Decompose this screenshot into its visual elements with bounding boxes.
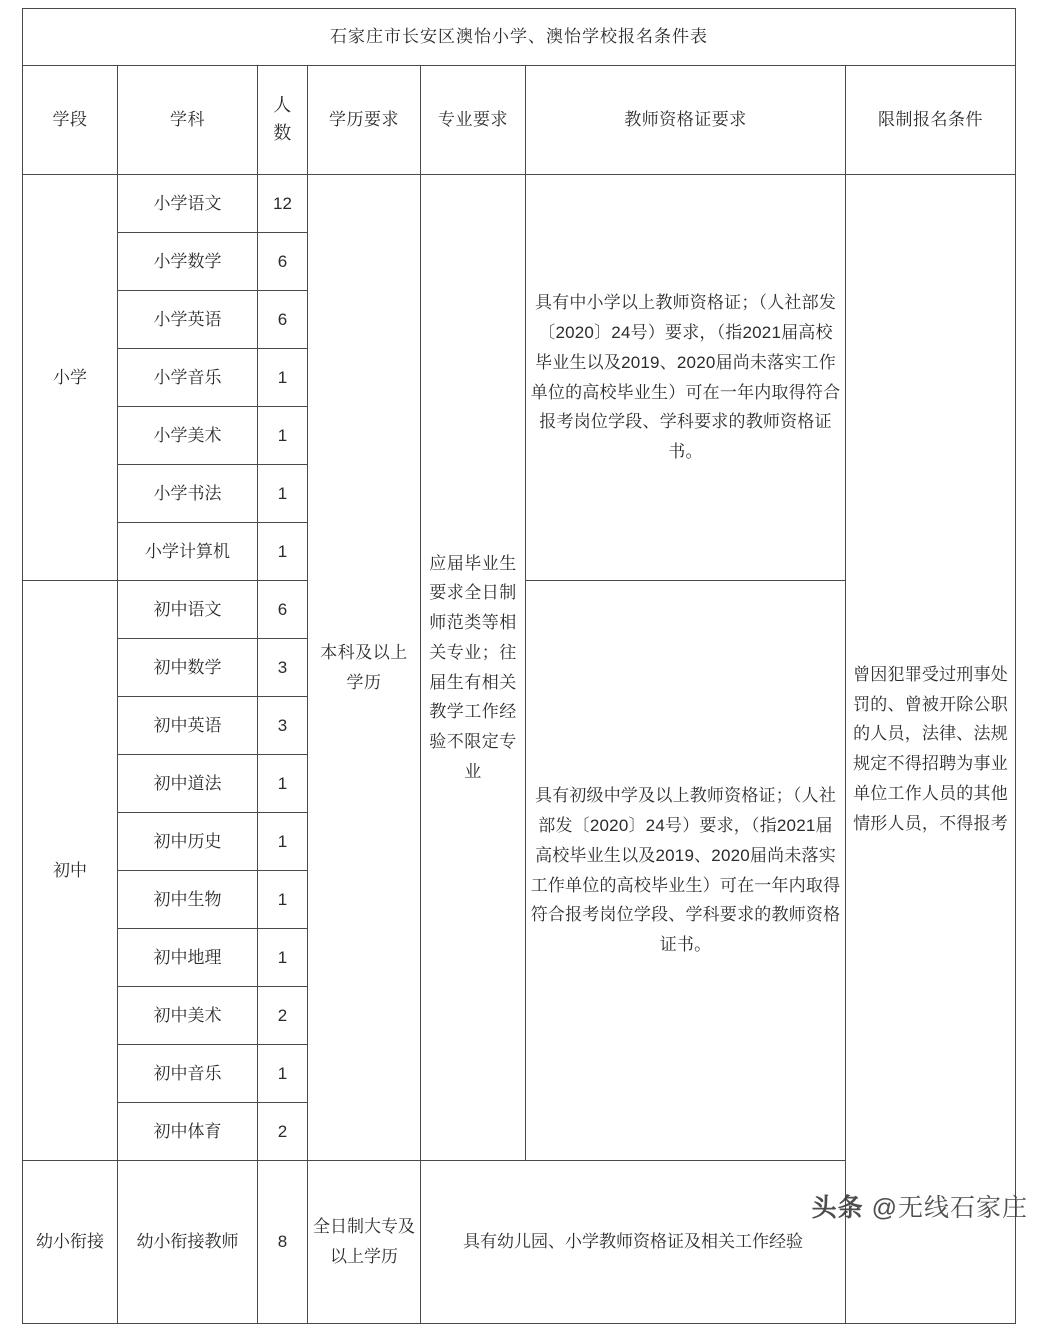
count-cell: 1 (258, 407, 308, 465)
count-cell: 1 (258, 871, 308, 929)
subject-cell: 初中体育 (118, 1103, 258, 1161)
stage-cell-primary: 小学 (23, 175, 118, 581)
page-title: 石家庄市长安区澳怡小学、澳怡学校报名条件表 (23, 9, 1016, 66)
column-header-count (258, 66, 308, 175)
subject-cell: 初中道法 (118, 755, 258, 813)
column-header-restriction: 限制报名条件 (846, 66, 1016, 175)
watermark-prefix: 头条 (811, 1194, 864, 1222)
subject-cell: 初中语文 (118, 581, 258, 639)
column-header-count-line2: 数 (273, 123, 292, 143)
certificate-cell-middle: 具有初级中学及以上教师资格证；（人社部发〔2020〕24号）要求，（指2021届高校毕业生以及2019、2020届尚未落实工作单位的高校毕业生）可在一年内取得符合报考岗位学段、学科要求的教师资格证书。 (526, 581, 846, 1161)
count-cell: 3 (258, 639, 308, 697)
subject-cell: 幼小衔接教师 (118, 1161, 258, 1324)
count-cell: 1 (258, 929, 308, 987)
column-header-education: 学历要求 (308, 66, 421, 175)
count-cell: 8 (258, 1161, 308, 1324)
count-cell: 6 (258, 233, 308, 291)
count-cell: 1 (258, 349, 308, 407)
subject-cell: 初中生物 (118, 871, 258, 929)
stage-cell-middle: 初中 (23, 581, 118, 1161)
count-cell: 3 (258, 697, 308, 755)
subject-cell: 小学语文 (118, 175, 258, 233)
registration-conditions-table (22, 8, 1016, 1324)
certificate-cell-bridge: 具有幼儿园、小学教师资格证及相关工作经验 (421, 1161, 846, 1324)
count-cell: 6 (258, 581, 308, 639)
subject-cell: 小学数学 (118, 233, 258, 291)
major-requirement-cell: 应届毕业生要求全日制师范类等相关专业；往届生有相关教学工作经验不限定专业 (421, 175, 526, 1161)
subject-cell: 小学音乐 (118, 349, 258, 407)
count-cell: 1 (258, 465, 308, 523)
stage-cell-bridge: 幼小衔接 (23, 1161, 118, 1324)
title-row (23, 9, 1016, 66)
column-header-stage: 学段 (23, 66, 118, 175)
count-cell: 2 (258, 1103, 308, 1161)
column-header-count-line1: 人 (273, 95, 292, 116)
subject-cell: 初中音乐 (118, 1045, 258, 1103)
subject-cell: 初中地理 (118, 929, 258, 987)
column-header-certificate: 教师资格证要求 (526, 66, 846, 175)
education-requirement-cell: 本科及以上学历 (308, 175, 421, 1161)
table-body (23, 9, 1016, 1324)
count-cell: 1 (258, 755, 308, 813)
watermark-handle: @无线石家庄 (871, 1194, 1028, 1222)
count-cell: 2 (258, 987, 308, 1045)
count-cell: 1 (258, 1045, 308, 1103)
column-header-major: 专业要求 (421, 66, 526, 175)
table-row (23, 175, 1016, 233)
education-requirement-cell-bridge: 全日制大专及以上学历 (308, 1161, 421, 1324)
subject-cell: 小学英语 (118, 291, 258, 349)
header-row (23, 66, 1016, 175)
subject-cell: 小学书法 (118, 465, 258, 523)
count-cell: 1 (258, 813, 308, 871)
subject-cell: 初中英语 (118, 697, 258, 755)
subject-cell: 初中历史 (118, 813, 258, 871)
subject-cell: 初中数学 (118, 639, 258, 697)
subject-cell: 初中美术 (118, 987, 258, 1045)
certificate-cell-primary: 具有中小学以上教师资格证；（人社部发〔2020〕24号）要求，（指2021届高校毕业生以及2019、2020届尚未落实工作单位的高校毕业生）可在一年内取得符合报考岗位学段、学科要求的教师资格证书。 (526, 175, 846, 581)
count-cell: 1 (258, 523, 308, 581)
restriction-cell: 曾因犯罪受过刑事处罚的、曾被开除公职的人员，法律、法规规定不得招聘为事业单位工作人员的其他情形人员，不得报考 (846, 175, 1016, 1324)
count-cell: 12 (258, 175, 308, 233)
count-cell: 6 (258, 291, 308, 349)
subject-cell: 小学计算机 (118, 523, 258, 581)
column-header-subject: 学科 (118, 66, 258, 175)
subject-cell: 小学美术 (118, 407, 258, 465)
